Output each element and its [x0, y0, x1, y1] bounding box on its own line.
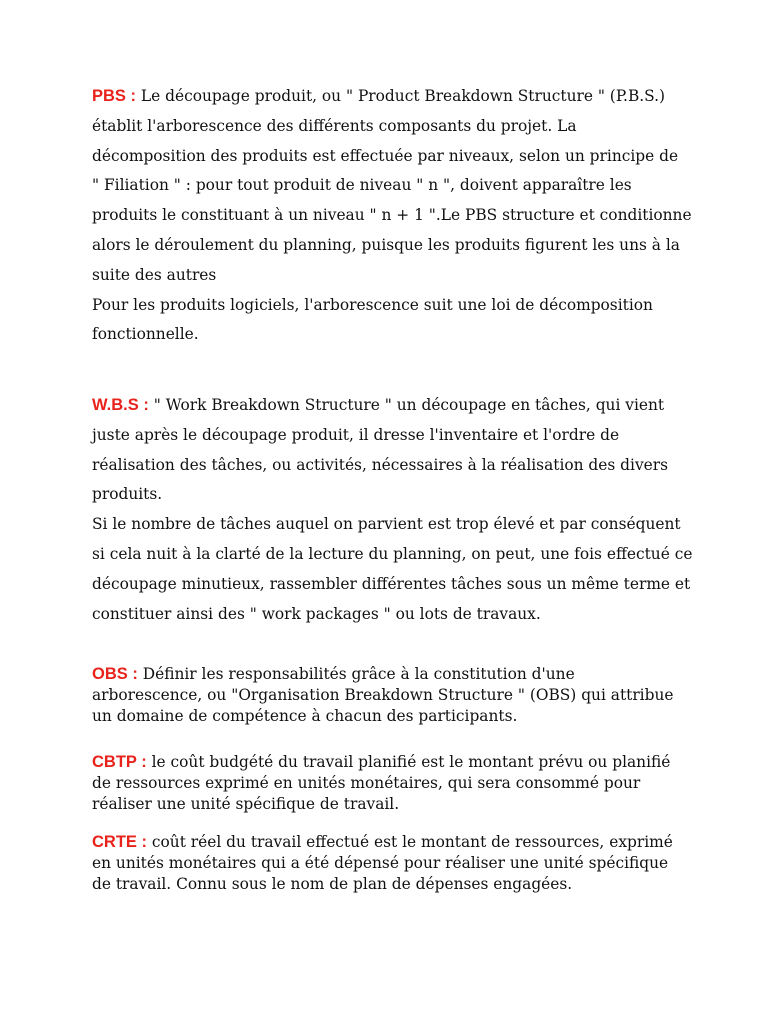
- wbs-line-1: [92, 391, 692, 421]
- pbs-line-7: suite des autres: [92, 265, 217, 284]
- obs-term: OBS :: [92, 665, 138, 683]
- pbs-line-6: alors le déroulement du planning, puisque les produits figurent les uns à la: [92, 235, 680, 254]
- wbs-line-8: constituer ainsi des " work packages " ou lots de travaux.: [92, 604, 541, 623]
- pbs-line-1-text: Le découpage produit, ou " Product Breakdown Structure " (P.B.S.): [140, 87, 666, 105]
- obs-line-1-text: Définir les responsabilités grâce à la constitution d'une: [142, 665, 575, 683]
- pbs-line-5: produits le constituant à un niveau " n + 1 ".Le PBS structure et conditionne: [92, 206, 692, 225]
- wbs-term: W.B.S :: [92, 396, 149, 414]
- wbs-line-3: réalisation des tâches, ou activités, nécessaires à la réalisation des divers: [92, 455, 669, 474]
- pbs-line-8: Pour les produits logiciels, l'arborescence suit une loi de décomposition: [92, 295, 653, 314]
- obs-line-2: arborescence, ou "Organisation Breakdown Structure " (OBS) qui attribue: [92, 686, 674, 704]
- crte-line-3: de travail. Connu sous le nom de plan de dépenses engagées.: [92, 875, 573, 893]
- crte-term: CRTE :: [92, 833, 147, 851]
- wbs-line-6: si cela nuit à la clarté de la lecture du planning, on peut, une fois effectué ce: [92, 544, 693, 563]
- crte-line-1: [92, 832, 692, 853]
- wbs-line-4: produits.: [92, 485, 163, 504]
- pbs-line-9: fonctionnelle.: [92, 325, 199, 344]
- pbs-term: PBS :: [92, 87, 137, 105]
- pbs-line-4: " Filiation " : pour tout produit de niveau " n ", doivent apparaître les: [92, 176, 632, 195]
- cbtp-line-1: [92, 752, 692, 773]
- section-wbs: [92, 391, 692, 629]
- cbtp-term: CBTP :: [92, 753, 147, 771]
- cbtp-line-3: réaliser une unité spécifique de travail.: [92, 795, 400, 813]
- cbtp-line-1-text: le coût budgété du travail planifié est le montant prévu ou planifié: [151, 753, 671, 771]
- wbs-line-2: juste après le découpage produit, il dresse l'inventaire et l'ordre de: [92, 425, 620, 444]
- obs-line-3: un domaine de compétence à chacun des participants.: [92, 707, 518, 725]
- section-cbtp: [92, 752, 692, 815]
- wbs-line-5: Si le nombre de tâches auquel on parvient est trop élevé et par conséquent: [92, 515, 681, 534]
- wbs-line-7: découpage minutieux, rassembler différentes tâches sous un même terme et: [92, 574, 691, 593]
- cbtp-line-2: de ressources exprimé en unités monétaires, qui sera consommé pour: [92, 774, 641, 792]
- section-obs: [92, 664, 692, 727]
- pbs-line-3: décomposition des produits est effectuée par niveaux, selon un principe de: [92, 146, 679, 165]
- pbs-line-2: établit l'arborescence des différents composants du projet. La: [92, 116, 577, 135]
- crte-line-2: en unités monétaires qui a été dépensé pour réaliser une unité spécifique: [92, 854, 669, 872]
- obs-line-1: [92, 664, 692, 685]
- section-crte: [92, 832, 692, 895]
- section-pbs: [92, 82, 692, 350]
- crte-line-1-text: coût réel du travail effectué est le montant de ressources, exprimé: [151, 833, 673, 851]
- pbs-line-1: [92, 82, 692, 112]
- wbs-line-1-text: " Work Breakdown Structure " un découpage en tâches, qui vient: [153, 396, 665, 414]
